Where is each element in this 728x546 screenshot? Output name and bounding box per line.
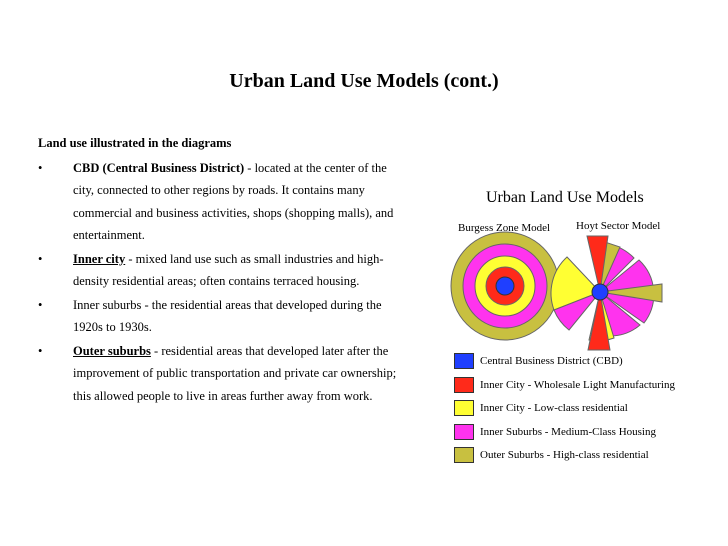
legend-label: Inner Suburbs - Medium-Class Housing <box>480 425 656 438</box>
legend-item <box>454 374 675 396</box>
bullet-text: - residential areas that developed later after the improvement of public transportation and private car ownership; this allowed people to live in areas further away from work. <box>73 343 397 403</box>
slide-title: Urban Land Use Models (cont.) <box>229 70 499 92</box>
burgess-model-label: Burgess Zone Model <box>458 222 551 234</box>
legend-item <box>454 397 675 419</box>
legend-label: Inner City - Wholesale Light Manufacturing <box>480 378 675 391</box>
bullet-text: Inner suburbs - the residential areas that developed during the 1920s to 1930s. <box>73 297 382 334</box>
burgess-zone-model <box>451 232 559 340</box>
bullet-list <box>38 157 410 408</box>
legend-label: Outer Suburbs - High-class residential <box>480 449 649 461</box>
bullet-term: Inner city <box>73 251 126 266</box>
legend-item <box>454 444 675 466</box>
urban-models-diagram <box>440 180 708 465</box>
legend-item <box>454 421 675 443</box>
legend-label: Central Business District (CBD) <box>480 355 623 367</box>
legend-swatch <box>454 377 474 393</box>
diagram-legend <box>454 350 675 468</box>
legend-swatch <box>454 400 474 416</box>
bullet-item-inner-suburbs <box>38 294 410 339</box>
diagram-title: Urban Land Use Models <box>486 189 644 206</box>
bullet-item-outer-suburbs <box>38 340 410 408</box>
intro-heading: Land use illustrated in the diagrams <box>38 136 232 150</box>
hoyt-sector-model <box>551 236 662 350</box>
legend-item <box>454 350 675 372</box>
burgess-cbd <box>496 277 514 295</box>
legend-swatch <box>454 353 474 369</box>
bullet-icon: • <box>38 343 43 358</box>
bullet-icon: • <box>38 251 43 266</box>
hoyt-model-label: Hoyt Sector Model <box>576 220 661 232</box>
legend-label: Inner City - Low-class residential <box>480 402 628 414</box>
hoyt-cbd <box>592 284 608 300</box>
bullet-icon: • <box>38 297 43 312</box>
bullet-term: CBD (Central Business District) <box>73 160 245 175</box>
bullet-icon: • <box>38 160 43 175</box>
legend-swatch <box>454 424 474 440</box>
bullet-text: - mixed land use such as small industries and high-density residential areas; often contains terraced housing. <box>73 251 384 288</box>
text-content <box>38 132 410 408</box>
bullet-item-cbd <box>38 157 410 247</box>
bullet-item-inner-city <box>38 248 410 293</box>
legend-swatch <box>454 447 474 463</box>
bullet-text: - located at the center of the city, connected to other regions by roads. It contains many commercial and business activities, shops (shopping malls), and entertainment. <box>73 160 394 242</box>
bullet-term: Outer suburbs <box>73 343 151 358</box>
